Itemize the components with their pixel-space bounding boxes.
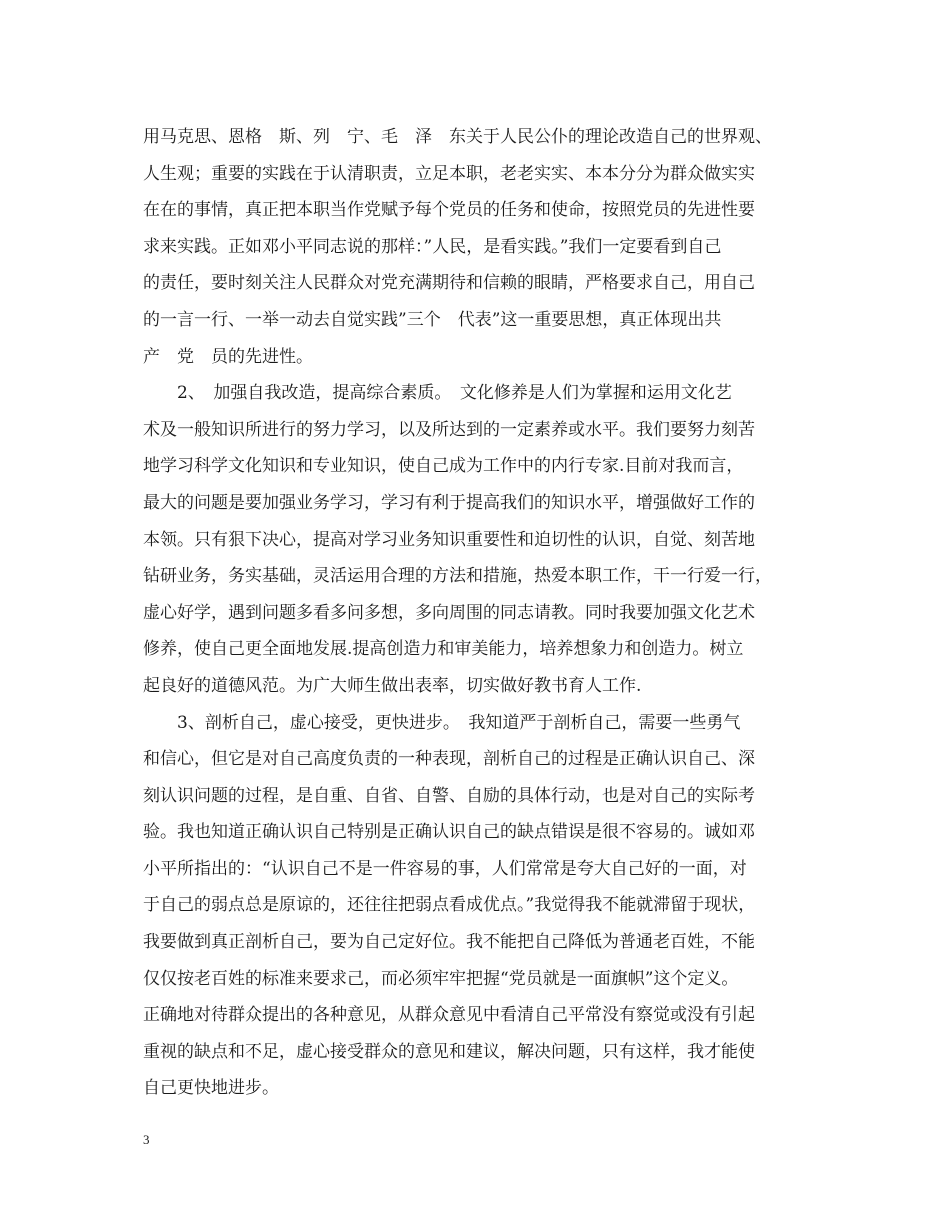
text-line: 术及一般知识所进行的努力学习，以及所达到的一定素养或水平。我们要努力刻苦 (143, 419, 755, 440)
text-line: 用马克思、恩格 斯、列 宁、毛 泽 东关于人民公仆的理论改造自己的世界观、 (143, 127, 772, 147)
text-line: 和信心，但它是对自己高度负责的一种表现，剖析自己的过程是正确认识自己、深 (143, 749, 755, 770)
text-line: 的责任，要时刻关注人民群众对党充满期待和信赖的眼睛，严格要求自己，用自己 (143, 273, 755, 294)
page-number: 3 (143, 1132, 150, 1147)
text-line: 3、剖析自己，虚心接受，更快进步。 我知道严于剖析自己，需要一些勇气 (143, 712, 741, 733)
text-line: 在在的事情，真正把本职当作党赋予每个党员的任务和使命，按照党员的先进性要 (143, 200, 755, 221)
body-text (143, 119, 823, 1107)
text-line: 钻研业务，务实基础，灵活运用合理的方法和措施，热爱本职工作，干一行爱一行， (143, 566, 772, 587)
text-line: 自己更快地进步。 (143, 1078, 279, 1099)
text-line: 修养，使自己更全面地发展.提高创造力和审美能力，培养想象力和创造力。树立 (143, 639, 744, 660)
text-line: 小平所指出的：“认识自己不是一件容易的事，人们常常是夸大自己好的一面，对 (143, 858, 747, 879)
text-line: 地学习科学文化知识和专业知识，使自己成为工作中的内行专家.目前对我而言， (143, 456, 744, 477)
text-line: 产 党 员的先进性。 (143, 346, 313, 367)
text-line: 验。我也知道正确认识自己特别是正确认识自己的缺点错误是很不容易的。诚如邓 (143, 822, 755, 843)
text-line: 于自己的弱点总是原谅的，还往往把弱点看成优点。”我觉得我不能就滞留于现状， (143, 895, 756, 916)
text-line: 正确地对待群众提出的各种意见，从群众意见中看清自己平常没有察觉或没有引起 (143, 1005, 755, 1026)
text-line: 求来实践。正如邓小平同志说的那样：”人民，是看实践。”我们一定要看到自己 (143, 236, 722, 257)
text-line: 人生观；重要的实践在于认清职责，立足本职，老老实实、本本分分为群众做实实 (143, 163, 755, 184)
text-line: 虚心好学，遇到问题多看多问多想，多向周围的同志请教。同时我要加强文化艺术 (143, 602, 755, 623)
text-line: 2、 加强自我改造，提高综合素质。 文化修养是人们为掌握和运用文化艺 (143, 383, 732, 404)
text-line: 仅仅按老百姓的标准来要求己，而必须牢牢把握“党员就是一面旗帜”这个定义。 (143, 968, 739, 989)
text-line: 刻认识问题的过程，是自重、自省、自警、自励的具体行动，也是对自己的实际考 (143, 785, 755, 806)
text-line: 本领。只有狠下决心，提高对学习业务知识重要性和迫切性的认识，自觉、刻苦地 (143, 529, 755, 550)
text-line: 的一言一行、一举一动去自觉实践”三个 代表”这一重要思想，真正体现出共 (143, 309, 722, 330)
text-line: 起良好的道德风范。为广大师生做出表率，切实做好教书育人工作. (143, 675, 642, 696)
text-line: 我要做到真正剖析自己，要为自己定好位。我不能把自己降低为普通老百姓，不能 (143, 932, 755, 953)
text-line: 最大的问题是要加强业务学习，学习有利于提高我们的知识水平，增强做好工作的 (143, 492, 755, 513)
text-line: 重视的缺点和不足，虚心接受群众的意见和建议，解决问题，只有这样，我才能使 (143, 1041, 755, 1062)
